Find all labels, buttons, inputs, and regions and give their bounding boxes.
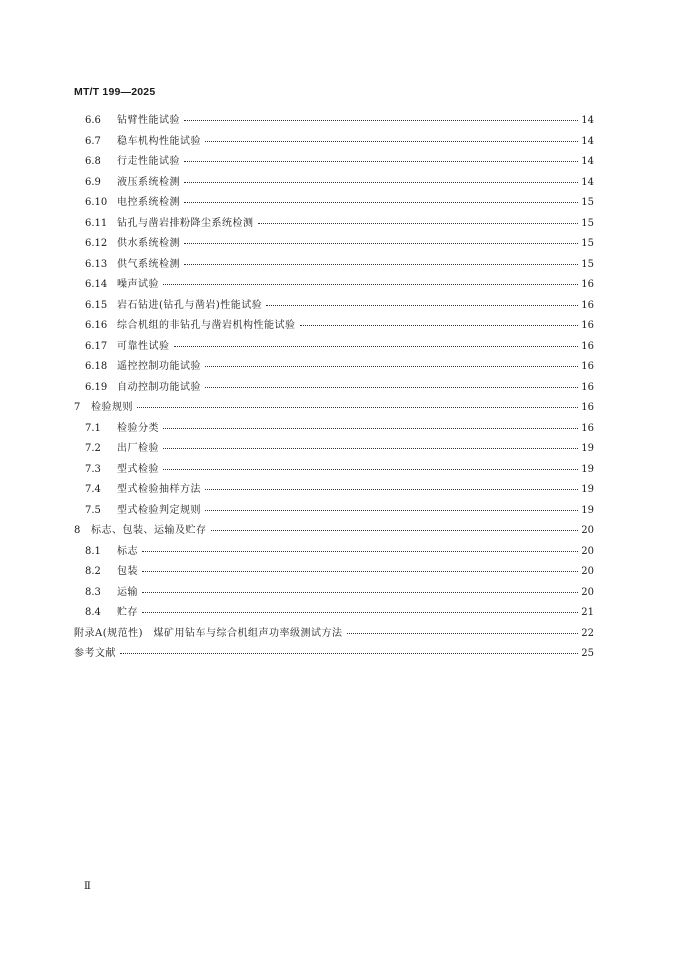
toc-entry bbox=[74, 439, 594, 460]
toc-entry-page: 16 bbox=[581, 422, 594, 434]
toc-entry-title: 参考文献 bbox=[74, 648, 116, 659]
toc-dot-leader bbox=[137, 399, 578, 408]
toc-dot-leader bbox=[142, 563, 578, 572]
toc-entry bbox=[74, 501, 594, 522]
toc-dot-leader bbox=[184, 256, 578, 265]
toc-entry-number: 6.6 bbox=[85, 115, 101, 126]
toc-entry-page: 16 bbox=[581, 279, 594, 290]
toc-entry-page: 16 bbox=[581, 381, 594, 393]
toc-entry-number: 7.5 bbox=[85, 504, 101, 516]
toc-entry-page: 19 bbox=[581, 443, 594, 454]
toc-dot-leader bbox=[184, 153, 578, 162]
toc-entry-title: 贮存 bbox=[117, 607, 138, 618]
toc-entry-page: 25 bbox=[581, 648, 594, 659]
toc-dot-leader bbox=[300, 317, 579, 326]
toc-entry-number: 6.14 bbox=[85, 279, 108, 290]
toc-entry-title: 综合机组的非钻孔与凿岩机构性能试验 bbox=[117, 320, 296, 331]
toc-entry-number: 8.4 bbox=[85, 607, 101, 618]
toc-entry-number: 7.1 bbox=[85, 422, 101, 434]
toc-entry bbox=[74, 193, 594, 214]
toc-entry bbox=[74, 398, 594, 419]
toc-entry-title: 噪声试验 bbox=[117, 279, 159, 290]
toc-entry-page: 20 bbox=[581, 566, 594, 577]
toc-dot-leader bbox=[347, 625, 578, 634]
toc-entry-number: 7 bbox=[74, 402, 81, 413]
toc-entry-page: 15 bbox=[581, 217, 594, 229]
toc-entry-number: 6.18 bbox=[85, 361, 108, 372]
toc-dot-leader bbox=[142, 584, 578, 593]
toc-entry-title: 运输 bbox=[117, 586, 138, 598]
toc-entry-page: 19 bbox=[581, 504, 594, 516]
toc-entry-page: 15 bbox=[581, 258, 594, 270]
toc-entry-title: 检验规则 bbox=[91, 402, 133, 413]
toc-entry bbox=[74, 542, 594, 563]
toc-entry-page: 20 bbox=[581, 545, 594, 557]
toc-entry-title: 附录A(规范性) 煤矿用钻车与综合机组声功率级测试方法 bbox=[74, 627, 343, 639]
toc-entry-page: 19 bbox=[581, 484, 594, 495]
toc-entry-title: 遥控控制功能试验 bbox=[117, 361, 201, 372]
toc-dot-leader bbox=[266, 297, 578, 306]
toc-entry-number: 7.2 bbox=[85, 443, 101, 454]
toc-entry bbox=[74, 460, 594, 481]
toc-entry-page: 16 bbox=[581, 340, 594, 352]
toc-entry-number: 6.16 bbox=[85, 320, 108, 331]
document-code-header: MT/T 199—2025 bbox=[74, 86, 156, 98]
toc-entry-number: 8.2 bbox=[85, 566, 101, 577]
toc-entry-page: 20 bbox=[581, 586, 594, 598]
toc-entry-title: 岩石钻进(钻孔与凿岩)性能试验 bbox=[117, 299, 263, 311]
toc-dot-leader bbox=[142, 543, 578, 552]
toc-entry-title: 供水系统检测 bbox=[117, 238, 180, 249]
toc-entry-number: 7.3 bbox=[85, 463, 101, 475]
toc-entry-number: 6.11 bbox=[85, 217, 108, 229]
toc-dot-leader bbox=[184, 194, 578, 203]
toc-entry bbox=[74, 583, 594, 604]
toc-dot-leader bbox=[205, 133, 578, 142]
toc-entry bbox=[74, 378, 594, 399]
toc-entry bbox=[74, 562, 594, 583]
toc-entry-title: 稳车机构性能试验 bbox=[117, 135, 201, 147]
toc-entry-page: 19 bbox=[581, 463, 594, 475]
toc-entry-number: 8 bbox=[74, 525, 81, 536]
toc-entry-page: 22 bbox=[581, 627, 594, 639]
toc-entry bbox=[74, 357, 594, 378]
toc-entry-page: 14 bbox=[581, 156, 594, 167]
toc-dot-leader bbox=[120, 645, 578, 654]
toc-entry-title: 型式检验判定规则 bbox=[117, 504, 201, 516]
toc-entry-page: 16 bbox=[581, 320, 594, 331]
toc-entry bbox=[74, 111, 594, 132]
toc-entry-number: 7.4 bbox=[85, 484, 101, 495]
toc-entry-number: 6.13 bbox=[85, 258, 108, 270]
toc-entry-page: 16 bbox=[581, 361, 594, 372]
toc-entry-title: 检验分类 bbox=[117, 422, 159, 434]
toc-entry-number: 8.3 bbox=[85, 586, 101, 598]
toc-entry-title: 型式检验抽样方法 bbox=[117, 484, 201, 495]
toc-entry-title: 标志 bbox=[117, 545, 138, 557]
toc-entry-number: 6.9 bbox=[85, 176, 101, 188]
toc-dot-leader bbox=[163, 461, 578, 470]
toc-entry-title: 包装 bbox=[117, 566, 138, 577]
toc-dot-leader bbox=[184, 174, 578, 183]
toc-entry bbox=[74, 173, 594, 194]
toc-entry-title: 供气系统检测 bbox=[117, 258, 180, 270]
toc-dot-leader bbox=[163, 440, 578, 449]
toc-dot-leader bbox=[174, 338, 579, 347]
toc-entry-title: 标志、包装、运输及贮存 bbox=[91, 525, 207, 536]
toc-entry-title: 型式检验 bbox=[117, 463, 159, 475]
toc-entry bbox=[74, 624, 594, 645]
toc-entry bbox=[74, 316, 594, 337]
toc-entry-title: 自动控制功能试验 bbox=[117, 381, 201, 393]
toc-entry-page: 14 bbox=[581, 135, 594, 147]
toc-entry bbox=[74, 214, 594, 235]
toc-entry-page: 16 bbox=[581, 299, 594, 311]
toc-entry bbox=[74, 275, 594, 296]
toc-dot-leader bbox=[205, 481, 578, 490]
toc-entry bbox=[74, 480, 594, 501]
toc-dot-leader bbox=[211, 522, 579, 531]
toc-entry bbox=[74, 337, 594, 358]
toc-entry-number: 6.17 bbox=[85, 340, 108, 352]
toc-dot-leader bbox=[205, 502, 578, 511]
toc-entry-page: 14 bbox=[581, 176, 594, 188]
toc-entry-page: 14 bbox=[581, 115, 594, 126]
toc-dot-leader bbox=[205, 379, 578, 388]
toc-entry bbox=[74, 234, 594, 255]
toc-dot-leader bbox=[258, 215, 579, 224]
toc-entry-page: 20 bbox=[581, 525, 594, 536]
toc-entry bbox=[74, 603, 594, 624]
toc-entry-number: 6.15 bbox=[85, 299, 108, 311]
toc-entry-page: 15 bbox=[581, 197, 594, 208]
toc-entry bbox=[74, 521, 594, 542]
toc-entry-page: 16 bbox=[581, 402, 594, 413]
toc-dot-leader bbox=[163, 420, 578, 429]
table-of-contents bbox=[74, 111, 594, 665]
toc-entry-number: 8.1 bbox=[85, 545, 101, 557]
toc-entry-title: 出厂检验 bbox=[117, 443, 159, 454]
toc-entry-number: 6.7 bbox=[85, 135, 101, 147]
toc-dot-leader bbox=[205, 358, 578, 367]
toc-dot-leader bbox=[184, 235, 578, 244]
toc-entry-title: 可靠性试验 bbox=[117, 340, 170, 352]
toc-entry-number: 6.19 bbox=[85, 381, 108, 393]
toc-entry-number: 6.10 bbox=[85, 197, 108, 208]
toc-entry-title: 钻臂性能试验 bbox=[117, 115, 180, 126]
toc-dot-leader bbox=[142, 604, 578, 613]
toc-dot-leader bbox=[163, 276, 578, 285]
toc-entry bbox=[74, 152, 594, 173]
toc-entry-title: 电控系统检测 bbox=[117, 197, 180, 208]
toc-entry-page: 15 bbox=[581, 238, 594, 249]
toc-entry-title: 液压系统检测 bbox=[117, 176, 180, 188]
toc-entry bbox=[74, 255, 594, 276]
toc-entry-page: 21 bbox=[581, 607, 594, 618]
toc-entry-number: 6.12 bbox=[85, 238, 108, 249]
page-number-footer: Ⅱ bbox=[84, 881, 91, 892]
toc-entry bbox=[74, 644, 594, 665]
toc-entry-number: 6.8 bbox=[85, 156, 101, 167]
toc-entry-title: 行走性能试验 bbox=[117, 156, 180, 167]
toc-entry bbox=[74, 132, 594, 153]
toc-entry bbox=[74, 296, 594, 317]
toc-entry-title: 钻孔与凿岩排粉降尘系统检测 bbox=[117, 217, 254, 229]
toc-entry bbox=[74, 419, 594, 440]
toc-dot-leader bbox=[184, 112, 578, 121]
